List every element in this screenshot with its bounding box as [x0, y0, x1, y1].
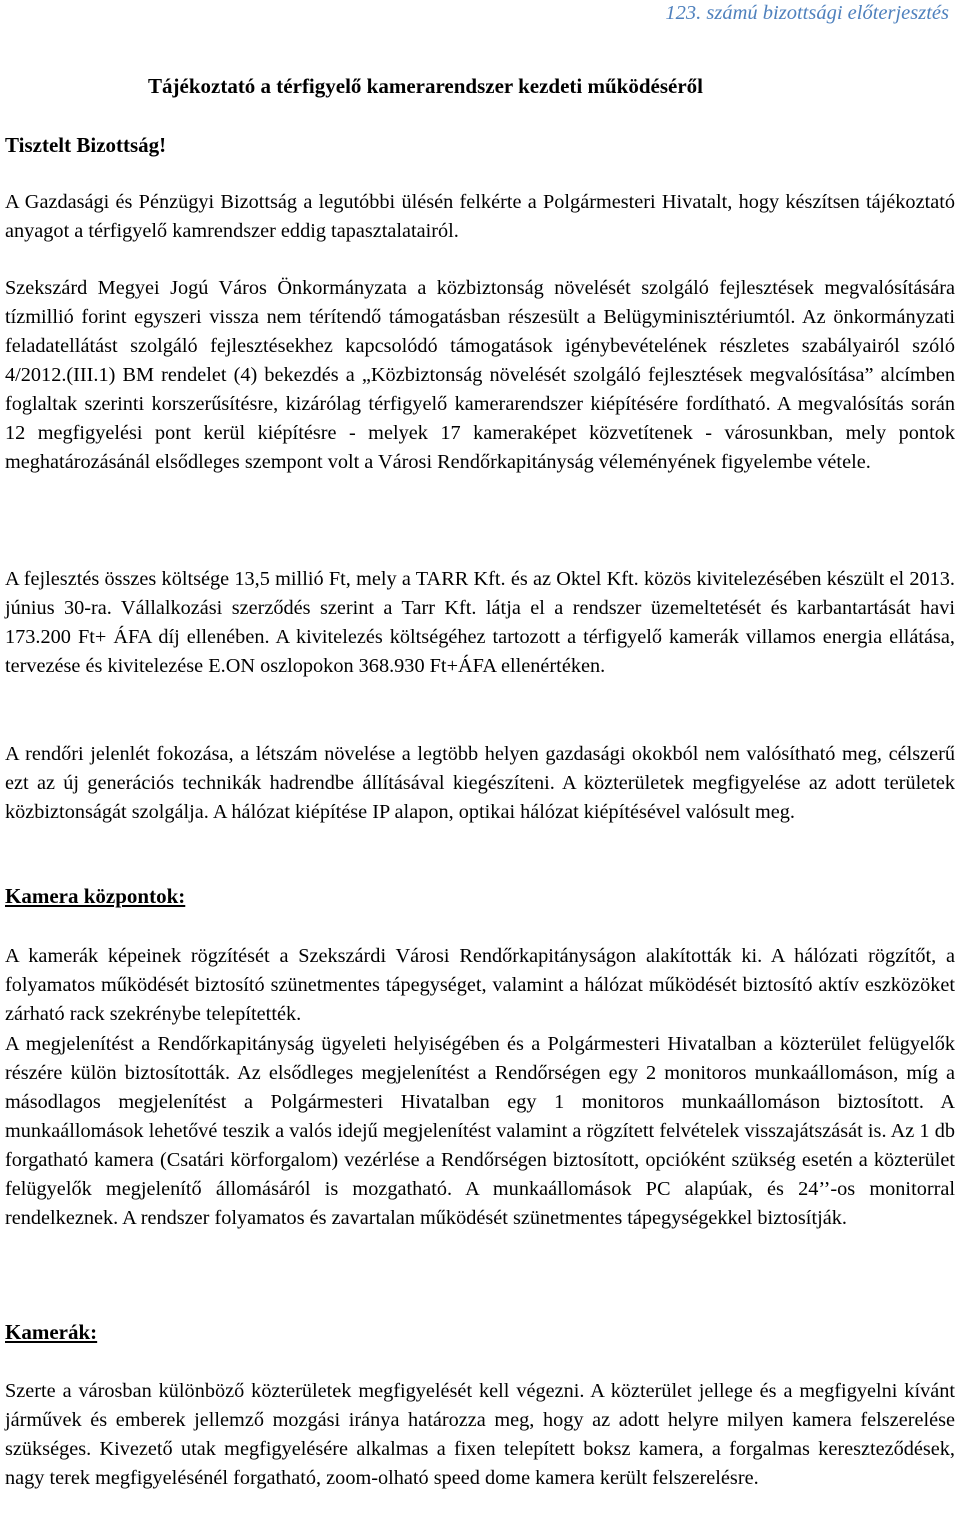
paragraph-recording: A kamerák képeinek rögzítését a Szekszárdi Városi Rendőrkapitányságon alakították ki. A hálózati rögzítőt, a folyamatos működését biztosító szünetmentes tápegységet, valamint a hálózat működését biztosító aktív eszközöket zárható rack szekrénybe telepítették.	[5, 945, 955, 1025]
section-heading-cameras: Kamerák:	[5, 1320, 98, 1344]
document-title: Tájékoztató a térfigyelő kamerarendszer kezdeti működéséről	[148, 74, 704, 98]
paragraph-costs: A fejlesztés összes költsége 13,5 millió Ft, mely a TARR Kft. és az Oktel Kft. közös kivitelezésében készült el 2013. június 30-ra. Vállalkozási szerződés szerint a Tarr Kft. látja el a rendszer üzemeltetését és karbantartását havi 173.200 Ft+ ÁFA díj ellenében. A kivitelezés költségéhez tartozott a térfigyelő kamerák villamos energia ellátása, tervezése és kivitelezése E.ON oszlopokon 368.930 Ft+ÁFA ellenértéken.	[5, 568, 955, 677]
paragraph-funding: Szekszárd Megyei Jogú Város Önkormányzata a közbiztonság növelését szolgáló fejlesztések megvalósítására tízmillió forint egyszeri vissza nem térítendő támogatásban részesült a Belügyminisztériumtól. Az önkormányzati feladatellátást szolgáló fejlesztésekhez kapcsolódó támogatások igénybevételének részletes szabályairól szóló 4/2012.(III.1) BM rendelet (4) bekezdés a „Közbiztonság növelését szolgáló fejlesztések megvalósítása” alcímben foglaltak szerinti korszerűsítésre, kizárólag térfigyelő kamerarendszer kiépítésére fordítható. A megvalósítás során 12 megfigyelési pont kerül kiépítésre - melyek 17 kameraképet közvetítenek - városunkban, mely pontok meghatározásánál elsődleges szempont volt a Városi Rendőrkapitányság véleményének figyelembe vétele.	[5, 277, 955, 473]
submission-number: 123. számú bizottsági előterjesztés	[665, 2, 949, 24]
paragraph-camera-types: Szerte a városban különböző közterületek megfigyelését kell végezni. A közterület jellege és a megfigyelni kívánt járművek és emberek jellemző mozgási iránya határozza meg, hogy az adott helyre milyen kamera felszerelése szükséges. Kivezető utak megfigyelésére alkalmas a fixen telepített boksz kamera, a forgalmas kereszteződések, nagy terek megfigyelésénél forgatható, zoom-olható speed dome kamera került felszerelésre.	[5, 1380, 955, 1489]
paragraph-display: A megjelenítést a Rendőrkapitányság ügyeleti helyiségében és a Polgármesteri Hivatalban a közterület felügyelők részére külön biztosították. Az elsődleges megjelenítést a Rendőrségen egy 2 monitoros munkaállomáson, míg a másodlagos megjelenítést a Polgármesteri Hivatalban egy 1 monitoros munkaállomáson biztosított. A munkaállomások lehetővé teszik a valós idejű megjelenítést valamint a rögzített felvételek visszajátszását is. Az 1 db forgatható kamera (Csatári körforgalom) vezérlése a Rendőrségen biztosított, opcióként szükség esetén a közterület felügyelők megjelenítő állomásáról is mozgatható. A munkaállomások PC alapúak, és 24’’-os monitorral rendelkeznek. A rendszer folyamatos és zavartalan működését szünetmentes tápegységekkel biztosítják.	[5, 1033, 955, 1229]
paragraph-request: A Gazdasági és Pénzügyi Bizottság a legutóbbi ülésén felkérte a Polgármesteri Hivatalt, hogy készítsen tájékoztató anyagot a térfigyelő kamrendszer eddig tapasztalatairól.	[5, 191, 955, 242]
salutation: Tisztelt Bizottság!	[5, 133, 167, 157]
section-heading-camera-centers: Kamera központok:	[5, 884, 186, 908]
paragraph-police-presence: A rendőri jelenlét fokozása, a létszám növelése a legtöbb helyen gazdasági okokból nem valósítható meg, célszerű ezt az új generációs technikák hadrendbe állításával kiegészíteni. A közterületek megfigyelése az adott területek közbiztonságát szolgálja. A hálózat kiépítése IP alapon, optikai hálózat kiépítésével valósult meg.	[5, 743, 955, 823]
